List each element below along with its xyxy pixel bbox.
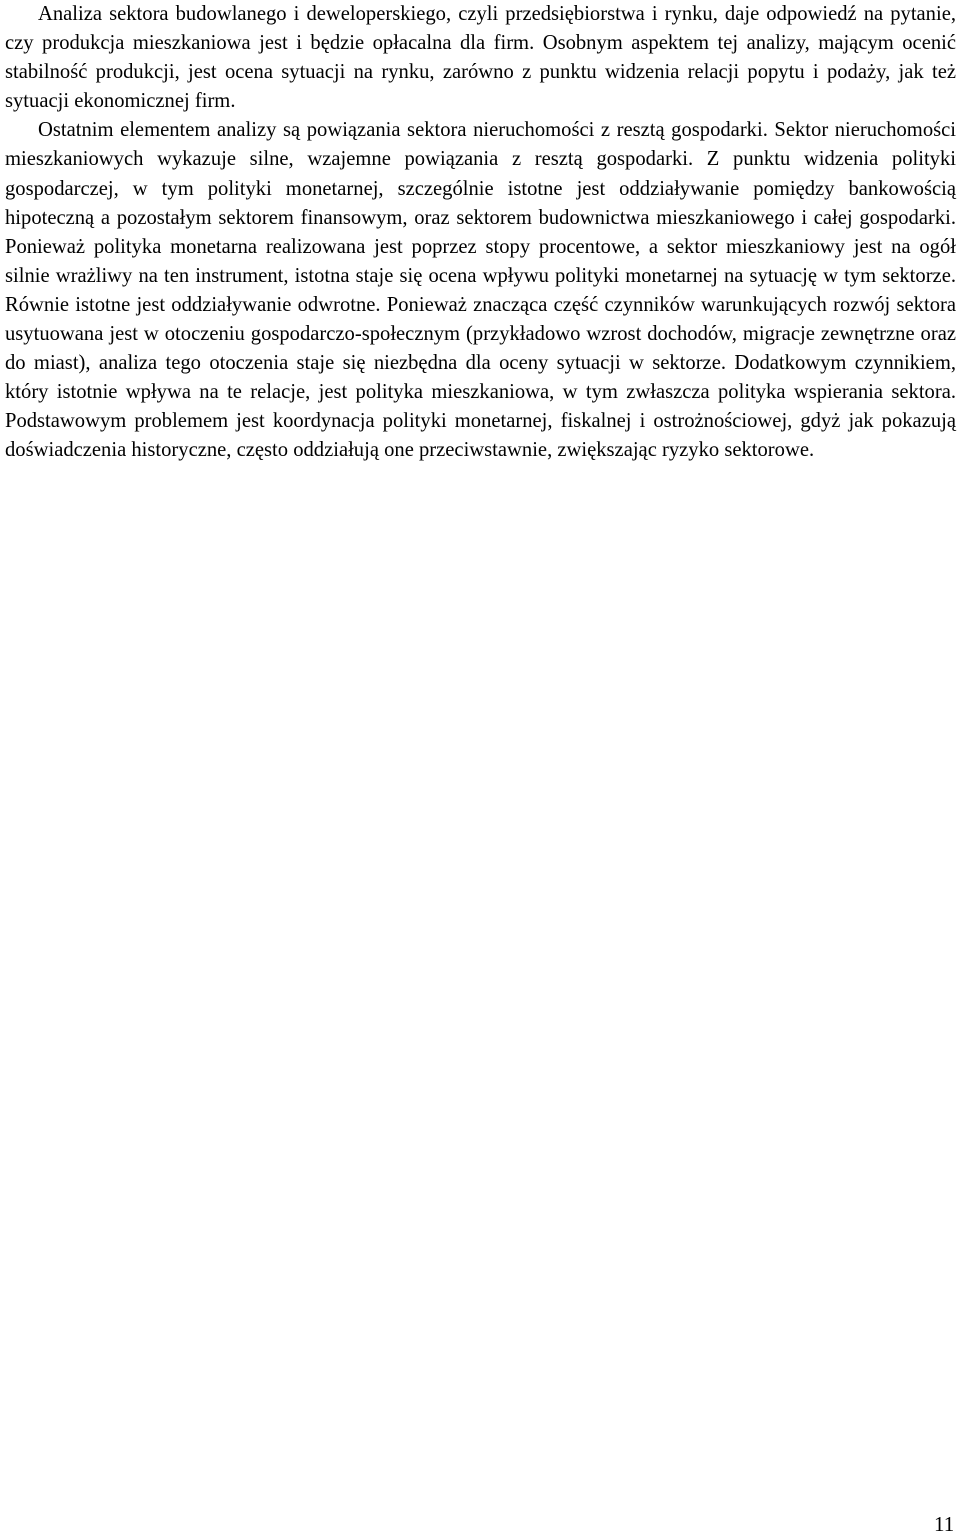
document-body (5, 0, 956, 466)
page-number: 11 (934, 1512, 955, 1536)
paragraph-sector-analysis: Analiza sektora budowlanego i deweloperskiego, czyli przedsiębiorstwa i rynku, daje odpowiedź na pytanie, czy produkcja mieszkaniowa jest i będzie opłacalna dla firm. Osobnym aspektem tej analizy, mającym ocenić stabilność produkcji, jest ocena sytuacji na rynku, zarówno z punktu widzenia relacji popytu i podaży, jak też sytuacji ekonomicznej firm. (5, 3, 956, 113)
paragraph-economy-links: Ostatnim elementem analizy są powiązania sektora nieruchomości z resztą gospodarki. Sektor nieruchomości mieszkaniowych wykazuje silne, wzajemne powiązania z resztą gospodarki. Z punktu widzenia polityki gospodarczej, w tym polityki monetarnej, szczególnie istotne jest oddziaływanie pomiędzy bankowością hipoteczną a pozostałym sektorem finansowym, oraz sektorem budownictwa mieszkaniowego i całej gospodarki. Ponieważ polityka monetarna realizowana jest poprzez stopy procentowe, a sektor mieszkaniowy jest na ogół silnie wrażliwy na ten instrument, istotna staje się ocena wpływu polityki monetarnej na sytuację w tym sektorze. Równie istotne jest oddziaływanie odwrotne. Ponieważ znacząca część czynników warunkujących rozwój sektora usytuowana jest w otoczeniu gospodarczo-społecznym (przykładowo wzrost dochodów, migracje zewnętrzne oraz do miast), analiza tego otoczenia staje się niezbędna dla oceny sytuacji w sektorze. Dodatkowym czynnikiem, który istotnie wpływa na te relacje, jest polityka mieszkaniowa, w tym zwłaszcza polityka wspierania sektora. Podstawowym problemem jest koordynacja polityki monetarnej, fiskalnej i ostrożnościowej, gdyż jak pokazują doświadczenia historyczne, często oddziałują one przeciwstawnie, zwiększając ryzyko sektorowe. (5, 119, 956, 462)
